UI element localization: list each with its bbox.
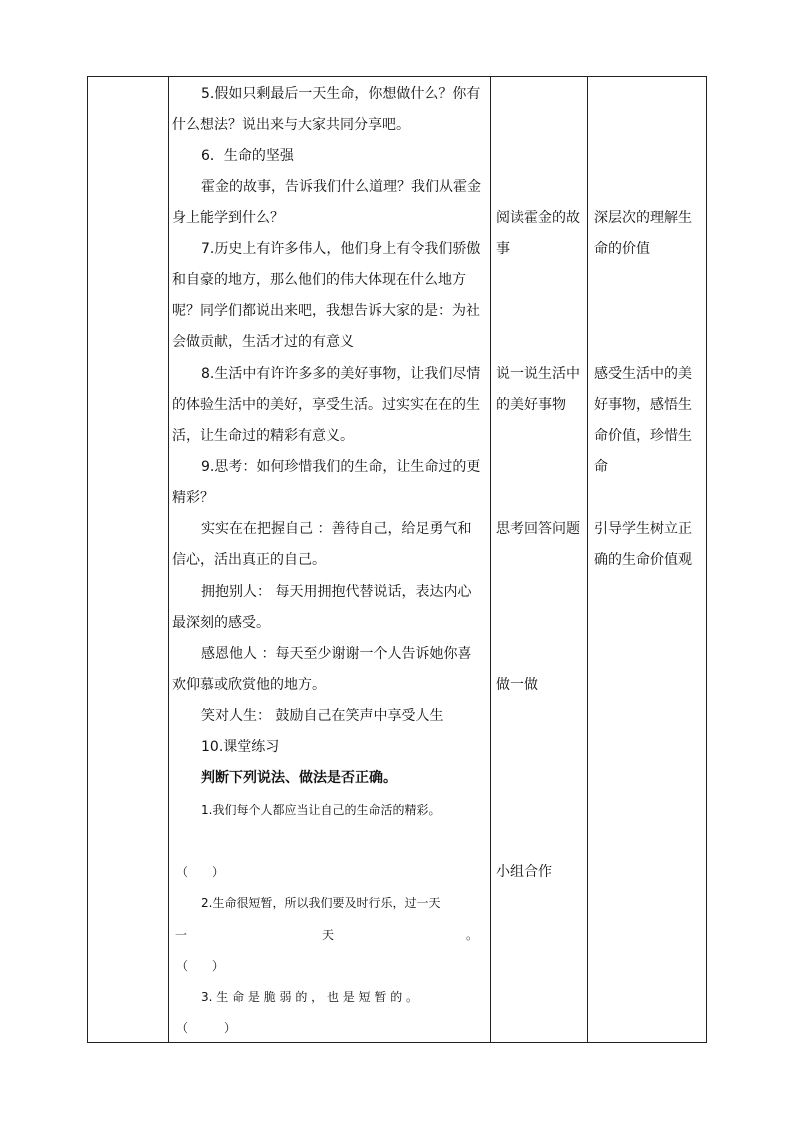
- question-5-line-2: 什么想法？说出来与大家共同分享吧。: [172, 117, 410, 133]
- activity-2-line-1: 说一说生活中: [496, 366, 580, 382]
- intent-2-line-3: 命价值，珍惜生: [594, 428, 692, 444]
- intent-2-line-4: 命: [594, 459, 608, 475]
- question-7-line-4: 会做贡献，生活才过的有意义: [172, 334, 354, 350]
- judge-instruction: 判断下列说法、做法是否正确。: [201, 770, 397, 786]
- thank-others-line-1: 感恩他人 ：每天至少谢谢一个人告诉她你喜: [201, 646, 472, 662]
- activity-1-line-1: 阅读霍金的故: [496, 210, 580, 226]
- judge-item-2-char-b: 天: [322, 928, 335, 942]
- question-9-line-1: 9.思考：如何珍惜我们的生命，让生命过的更: [201, 459, 481, 475]
- column-divider-1: [168, 77, 169, 1042]
- activity-1-line-2: 事: [496, 241, 510, 257]
- intent-2-line-2: 好事物，感悟生: [594, 397, 692, 413]
- activity-2-line-2: 的美好事物: [496, 397, 566, 413]
- intent-2-line-1: 感受生活中的美: [594, 366, 692, 382]
- question-9-line-2: 精彩？: [172, 490, 214, 506]
- judge-item-3-text: 3. 生 命 是 脆 弱 的 ， 也 是 短 暂 的 。: [201, 990, 419, 1004]
- intent-1-line-1: 深层次的理解生: [594, 210, 692, 226]
- judge-item-2-answer: （ ）: [176, 959, 225, 973]
- hug-others-line-1: 拥抱别人： 每天用拥抱代替说话，表达内心: [201, 584, 472, 600]
- hawking-question-line-1: 霍金的故事，告诉我们什么道理？我们从霍金: [201, 179, 481, 195]
- judge-item-1-text: 1.我们每个人都应当让自己的生命活的精彩。: [201, 803, 441, 817]
- judge-item-2-text: 2.生命很短暂，所以我们要及时行乐，过一天: [201, 896, 441, 910]
- column-divider-2: [490, 77, 491, 1042]
- judge-item-2-char-c: 。: [466, 928, 479, 942]
- activity-5: 小组合作: [496, 864, 552, 880]
- question-5-line-1: 5.假如只剩最后一天生命，你想做什么？你有: [201, 86, 481, 102]
- question-7-line-2: 和自豪的地方，那么他们的伟大体现在什么地方: [172, 272, 466, 288]
- grasp-self-line-1: 实实在在把握自己 ：善待自己，给足勇气和: [201, 521, 472, 537]
- question-8-line-2: 的体验生活中的美好，享受生活。过实实在在的生: [172, 397, 480, 413]
- activity-3: 思考回答问题: [496, 521, 580, 537]
- judge-item-3-answer: （ ）: [176, 1021, 237, 1035]
- question-8-line-1: 8.生活中有许许多多的美好事物，让我们尽情: [201, 366, 481, 382]
- question-8-line-3: 活，让生命过的精彩有意义。: [172, 428, 354, 444]
- column-divider-3: [587, 77, 588, 1042]
- smile-at-life-line: 笑对人生： 鼓励自己在笑声中享受人生: [201, 708, 444, 724]
- intent-1-line-2: 命的价值: [594, 241, 650, 257]
- intent-3-line-2: 确的生命价值观: [594, 552, 692, 568]
- judge-item-1-answer: （ ）: [176, 865, 225, 879]
- grasp-self-line-2: 信心，活出真正的自己。: [172, 552, 326, 568]
- section-6-title: 6．生命的坚强: [201, 148, 294, 164]
- judge-item-2-char-a: 一: [175, 928, 188, 942]
- hawking-question-line-2: 身上能学到什么？: [172, 210, 284, 226]
- section-10-title: 10.课堂练习: [201, 739, 280, 755]
- question-7-line-1: 7.历史上有许多伟人，他们身上有令我们骄傲: [201, 241, 481, 257]
- activity-4: 做一做: [496, 677, 538, 693]
- question-7-line-3: 呢？同学们都说出来吧，我想告诉大家的是：为社: [172, 303, 480, 319]
- thank-others-line-2: 欢仰慕或欣赏他的地方。: [172, 677, 326, 693]
- hug-others-line-2: 最深刻的感受。: [172, 615, 270, 631]
- intent-3-line-1: 引导学生树立正: [594, 521, 692, 537]
